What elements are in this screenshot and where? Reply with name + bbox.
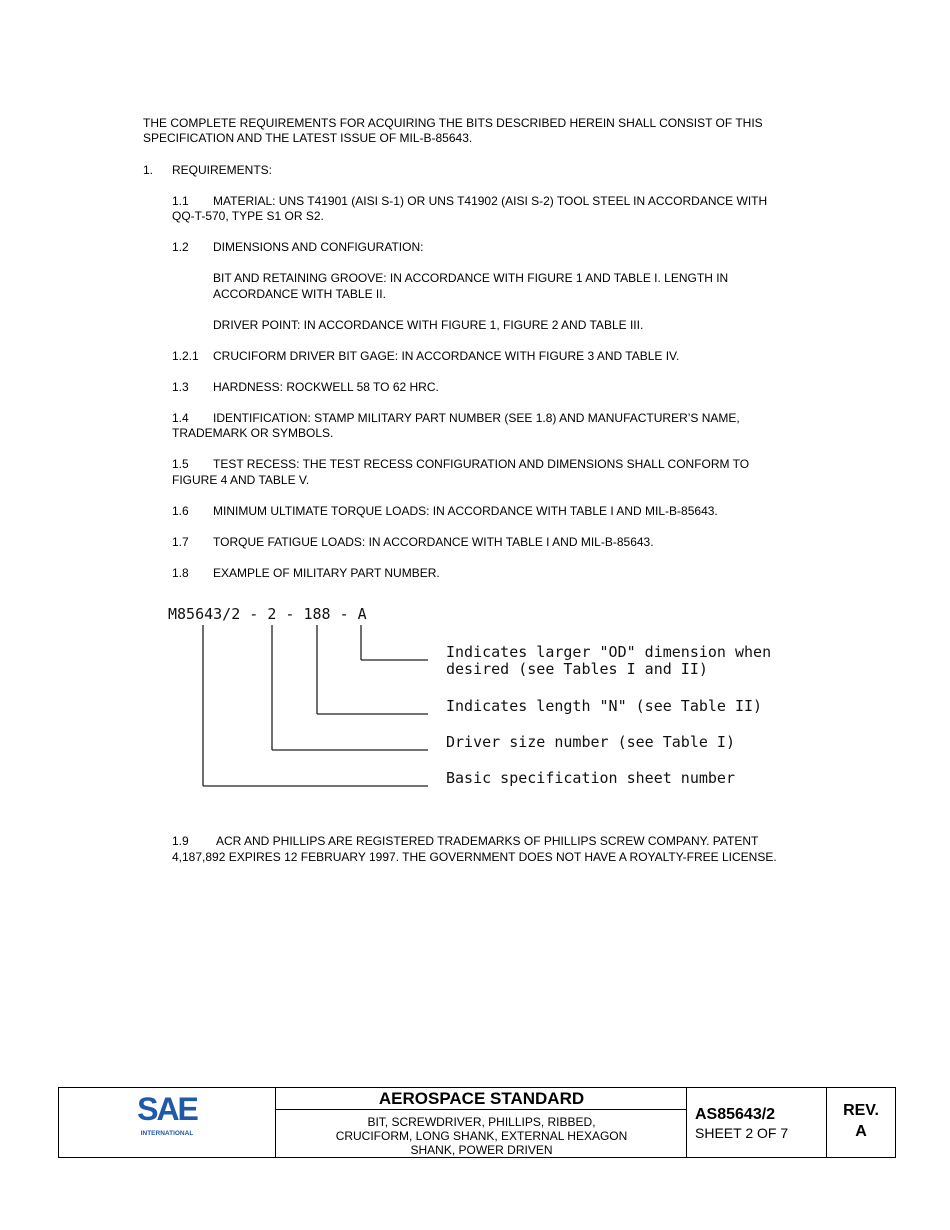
document-number: AS85643/2 (695, 1106, 776, 1123)
section-1-title: REQUIREMENTS: (172, 163, 273, 177)
callout-basic: Basic specification sheet number (446, 769, 735, 787)
intro-line-1: THE COMPLETE REQUIREMENTS FOR ACQUIRING THE BITS DESCRIBED HEREIN SHALL CONSIST OF THIS (143, 116, 763, 130)
item-1-7-number: 1.7 (172, 535, 189, 549)
item-1-1-number: 1.1 (172, 194, 189, 208)
sae-logo-subtext: INTERNATIONAL (140, 1130, 194, 1137)
description-line-2: CRUCIFORM, LONG SHANK, EXTERNAL HEXAGON (335, 1129, 628, 1143)
aerospace-standard-heading: AEROSPACE STANDARD (276, 1088, 687, 1110)
item-1-2-1-number: 1.2.1 (172, 349, 199, 363)
item-1-1-text: MATERIAL: UNS T41901 (AISI S-1) OR UNS T41902 (AISI S-2) TOOL STEEL IN ACCORDANCE WITH (213, 194, 768, 208)
callout-length: Indicates length "N" (see Table II) (446, 697, 763, 715)
item-1-7-text: TORQUE FATIGUE LOADS: IN ACCORDANCE WITH TABLE I AND MIL-B-85643. (213, 535, 654, 549)
part-number: M85643/2 - 2 - 188 - A (168, 605, 367, 623)
revision-label: REV. (843, 1102, 879, 1119)
sae-logo-text: SAE (137, 1091, 197, 1127)
revision-value: A (855, 1123, 867, 1140)
item-1-8-text: EXAMPLE OF MILITARY PART NUMBER. (213, 566, 440, 580)
title-block (58, 1087, 896, 1158)
item-1-6-number: 1.6 (172, 504, 189, 518)
sae-logo-cell (59, 1088, 276, 1157)
intro-line-2: SPECIFICATION AND THE LATEST ISSUE OF MIL-B-85643. (143, 131, 473, 145)
revision-cell (827, 1088, 895, 1157)
item-1-9-text-cont: 4,187,892 EXPIRES 12 FEBRUARY 1997. THE GOVERNMENT DOES NOT HAVE A ROYALTY-FREE LICENSE. (172, 850, 777, 864)
item-1-3-text: HARDNESS: ROCKWELL 58 TO 62 HRC. (213, 380, 439, 394)
item-1-2-bit-text: BIT AND RETAINING GROOVE: IN ACCORDANCE WITH FIGURE 1 AND TABLE I. LENGTH IN (213, 271, 729, 285)
description-line-1: BIT, SCREWDRIVER, PHILLIPS, RIBBED, (367, 1115, 596, 1129)
document-description (276, 1115, 687, 1157)
section-1-number: 1. (143, 163, 154, 177)
item-1-6-text: MINIMUM ULTIMATE TORQUE LOADS: IN ACCORDANCE WITH TABLE I AND MIL-B-85643. (213, 504, 718, 518)
callout-od-line-2: desired (see Tables I and II) (446, 660, 708, 678)
item-1-5-number: 1.5 (172, 457, 189, 471)
item-1-2-driver-text: DRIVER POINT: IN ACCORDANCE WITH FIGURE 1, FIGURE 2 AND TABLE III. (213, 318, 644, 332)
sheet-number: SHEET 2 OF 7 (695, 1125, 789, 1141)
item-1-2-bit-text-cont: ACCORDANCE WITH TABLE II. (213, 287, 386, 301)
item-1-9-number: 1.9 (172, 834, 189, 848)
document-number-cell (687, 1088, 827, 1157)
item-1-5-text: TEST RECESS: THE TEST RECESS CONFIGURATION AND DIMENSIONS SHALL CONFORM TO (213, 457, 750, 471)
item-1-1-text-cont: QQ-T-570, TYPE S1 OR S2. (172, 209, 324, 223)
callout-od-line-1: Indicates larger "OD" dimension when (446, 643, 772, 661)
sae-logo (59, 1088, 276, 1157)
item-1-3-number: 1.3 (172, 380, 189, 394)
item-1-2-1-text: CRUCIFORM DRIVER BIT GAGE: IN ACCORDANCE WITH FIGURE 3 AND TABLE IV. (213, 349, 680, 363)
item-1-8-number: 1.8 (172, 566, 189, 580)
callout-driver: Driver size number (see Table I) (446, 733, 735, 751)
item-1-9-text: ACR AND PHILLIPS ARE REGISTERED TRADEMARKS OF PHILLIPS SCREW COMPANY. PATENT (216, 834, 759, 848)
item-1-2-number: 1.2 (172, 240, 189, 254)
item-1-4-text: IDENTIFICATION: STAMP MILITARY PART NUMBER (SEE 1.8) AND MANUFACTURER’S NAME, (213, 411, 740, 425)
item-1-4-number: 1.4 (172, 411, 189, 425)
item-1-5-text-cont: FIGURE 4 AND TABLE V. (172, 473, 310, 487)
description-line-3: SHANK, POWER DRIVEN (410, 1143, 553, 1157)
title-cell (276, 1088, 687, 1157)
item-1-2-text: DIMENSIONS AND CONFIGURATION: (213, 240, 424, 254)
item-1-4-text-cont: TRADEMARK OR SYMBOLS. (172, 426, 334, 440)
